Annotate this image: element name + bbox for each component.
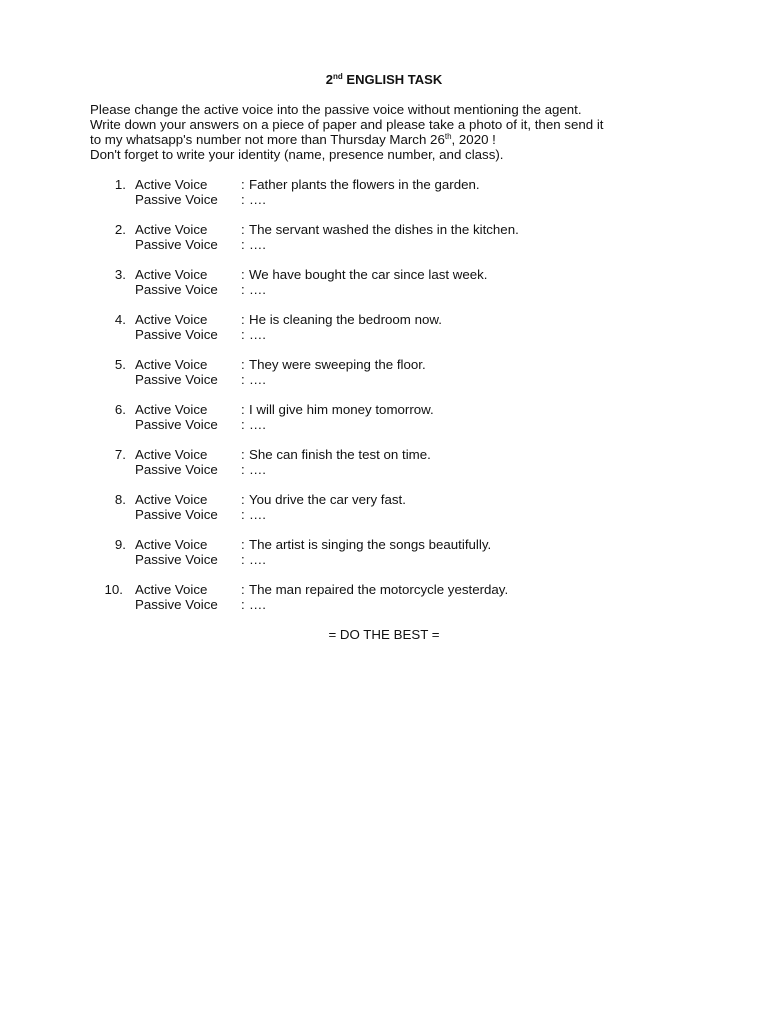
separator: : bbox=[241, 507, 245, 522]
date-ordinal-superscript: th bbox=[444, 132, 452, 141]
question-item bbox=[0, 312, 768, 357]
active-voice-label: Active Voice bbox=[135, 267, 208, 282]
passive-voice-label: Passive Voice bbox=[135, 417, 218, 432]
active-voice-label: Active Voice bbox=[135, 312, 208, 327]
active-voice-line bbox=[135, 267, 488, 282]
passive-answer-blank: …. bbox=[249, 237, 266, 252]
active-voice-line bbox=[135, 492, 406, 507]
separator: : bbox=[241, 537, 245, 552]
question-number: 10. bbox=[104, 582, 123, 597]
separator: : bbox=[241, 357, 245, 372]
question-item bbox=[0, 447, 768, 492]
separator: : bbox=[241, 597, 245, 612]
active-voice-label: Active Voice bbox=[135, 222, 208, 237]
title-superscript: nd bbox=[333, 72, 343, 81]
passive-voice-line bbox=[135, 282, 266, 297]
passive-voice-label: Passive Voice bbox=[135, 597, 218, 612]
passive-answer-blank: …. bbox=[249, 327, 266, 342]
instruction-line-3-end: , 2020 ! bbox=[451, 132, 496, 147]
title-rest: ENGLISH TASK bbox=[342, 72, 443, 87]
passive-voice-line bbox=[135, 192, 266, 207]
separator: : bbox=[241, 237, 245, 252]
passive-voice-line bbox=[135, 462, 266, 477]
passive-voice-line bbox=[135, 507, 266, 522]
active-sentence: Father plants the flowers in the garden. bbox=[249, 177, 480, 192]
passive-voice-line bbox=[135, 237, 266, 252]
passive-voice-label: Passive Voice bbox=[135, 327, 218, 342]
active-sentence: You drive the car very fast. bbox=[249, 492, 406, 507]
title-prefix: 2 bbox=[325, 72, 333, 87]
instruction-line-1: Please change the active voice into the passive voice without mentioning the agent. bbox=[90, 102, 582, 117]
separator: : bbox=[241, 552, 245, 567]
question-item bbox=[0, 177, 768, 222]
separator: : bbox=[241, 282, 245, 297]
passive-answer-blank: …. bbox=[249, 462, 266, 477]
separator: : bbox=[241, 177, 245, 192]
passive-answer-blank: …. bbox=[249, 372, 266, 387]
passive-answer-blank: …. bbox=[249, 282, 266, 297]
active-voice-label: Active Voice bbox=[135, 582, 208, 597]
active-sentence: She can finish the test on time. bbox=[249, 447, 431, 462]
separator: : bbox=[241, 492, 245, 507]
instructions bbox=[90, 102, 690, 162]
question-number: 7. bbox=[114, 447, 126, 462]
separator: : bbox=[241, 192, 245, 207]
active-voice-label: Active Voice bbox=[135, 492, 208, 507]
question-item bbox=[0, 582, 768, 627]
separator: : bbox=[241, 402, 245, 417]
active-voice-line bbox=[135, 357, 426, 372]
active-voice-line bbox=[135, 177, 480, 192]
separator: : bbox=[241, 312, 245, 327]
question-number: 4. bbox=[114, 312, 126, 327]
active-voice-line bbox=[135, 402, 434, 417]
separator: : bbox=[241, 447, 245, 462]
active-voice-line bbox=[135, 582, 508, 597]
active-sentence: I will give him money tomorrow. bbox=[249, 402, 434, 417]
passive-answer-blank: …. bbox=[249, 507, 266, 522]
passive-voice-label: Passive Voice bbox=[135, 462, 218, 477]
passive-voice-label: Passive Voice bbox=[135, 372, 218, 387]
passive-answer-blank: …. bbox=[249, 417, 266, 432]
active-voice-label: Active Voice bbox=[135, 537, 208, 552]
passive-voice-line bbox=[135, 417, 266, 432]
separator: : bbox=[241, 327, 245, 342]
passive-voice-line bbox=[135, 597, 266, 612]
active-voice-line bbox=[135, 312, 442, 327]
page-title bbox=[0, 72, 768, 88]
active-sentence: He is cleaning the bedroom now. bbox=[249, 312, 442, 327]
passive-voice-label: Passive Voice bbox=[135, 282, 218, 297]
question-item bbox=[0, 222, 768, 267]
active-voice-label: Active Voice bbox=[135, 357, 208, 372]
passive-answer-blank: …. bbox=[249, 552, 266, 567]
active-sentence: They were sweeping the floor. bbox=[249, 357, 426, 372]
question-item bbox=[0, 537, 768, 582]
instruction-line-2: Write down your answers on a piece of paper and please take a photo of it, then send it bbox=[90, 117, 604, 132]
separator: : bbox=[241, 372, 245, 387]
question-item bbox=[0, 492, 768, 537]
active-sentence: The artist is singing the songs beautifully. bbox=[249, 537, 492, 552]
passive-voice-label: Passive Voice bbox=[135, 237, 218, 252]
active-sentence: We have bought the car since last week. bbox=[249, 267, 488, 282]
instruction-line-3 bbox=[90, 132, 690, 147]
active-voice-line bbox=[135, 222, 519, 237]
passive-voice-label: Passive Voice bbox=[135, 192, 218, 207]
question-number: 9. bbox=[114, 537, 126, 552]
question-number: 1. bbox=[114, 177, 126, 192]
separator: : bbox=[241, 417, 245, 432]
passive-voice-label: Passive Voice bbox=[135, 552, 218, 567]
passive-voice-line bbox=[135, 552, 266, 567]
passive-answer-blank: …. bbox=[249, 597, 266, 612]
separator: : bbox=[241, 462, 245, 477]
separator: : bbox=[241, 582, 245, 597]
question-list bbox=[0, 177, 768, 627]
question-number: 8. bbox=[114, 492, 126, 507]
active-voice-label: Active Voice bbox=[135, 177, 208, 192]
passive-voice-label: Passive Voice bbox=[135, 507, 218, 522]
question-item bbox=[0, 267, 768, 312]
passive-voice-line bbox=[135, 372, 266, 387]
passive-answer-blank: …. bbox=[249, 192, 266, 207]
question-item bbox=[0, 357, 768, 402]
active-voice-label: Active Voice bbox=[135, 402, 208, 417]
closing-line: = DO THE BEST = bbox=[328, 627, 440, 642]
active-voice-line bbox=[135, 447, 431, 462]
question-number: 6. bbox=[114, 402, 126, 417]
question-number: 5. bbox=[114, 357, 126, 372]
separator: : bbox=[241, 222, 245, 237]
active-sentence: The man repaired the motorcycle yesterday. bbox=[249, 582, 509, 597]
instruction-line-4: Don't forget to write your identity (name, presence number, and class). bbox=[90, 147, 504, 162]
active-sentence: The servant washed the dishes in the kitchen. bbox=[249, 222, 519, 237]
question-item bbox=[0, 402, 768, 447]
separator: : bbox=[241, 267, 245, 282]
active-voice-line bbox=[135, 537, 491, 552]
instruction-line-3-text: to my whatsapp's number not more than Thursday March 26 bbox=[90, 132, 445, 147]
passive-voice-line bbox=[135, 327, 266, 342]
question-number: 3. bbox=[114, 267, 126, 282]
question-number: 2. bbox=[114, 222, 126, 237]
active-voice-label: Active Voice bbox=[135, 447, 208, 462]
